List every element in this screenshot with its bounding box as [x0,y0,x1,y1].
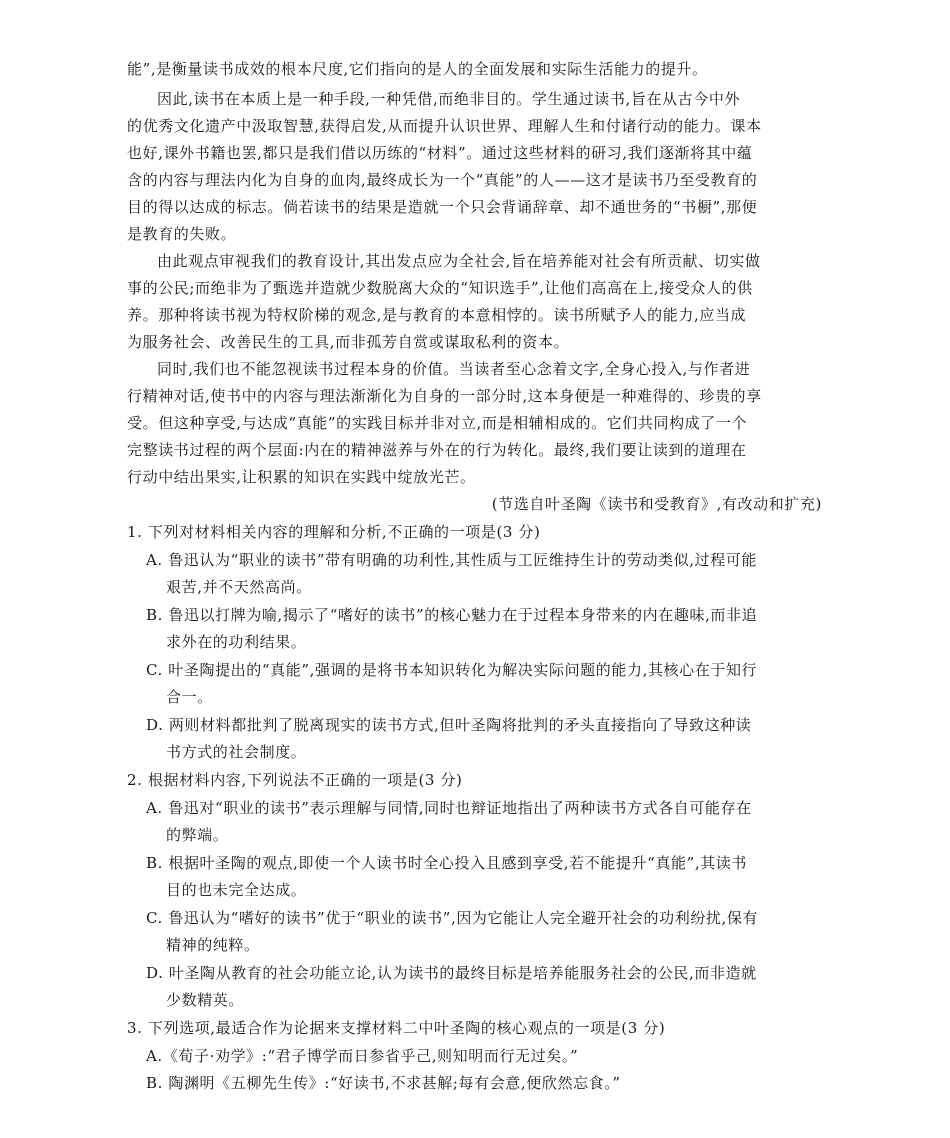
passage-line: 是教育的失败。 [127,225,237,243]
passage-line: 由此观点审视我们的教育设计,其出发点应为全社会,旨在培养能对社会有所贡献、切实做 [157,252,761,270]
option-b-cont: 目的也未完全达成。 [166,881,307,899]
option-d[interactable]: D. 两则材料都批判了脱离现实的读书方式,但叶圣陶将批判的矛头直接指向了导致这种读 [146,716,752,734]
option-b[interactable]: B. 根据叶圣陶的观点,即使一个人读书时全心投入且感到享受,若不能提升“真能”,其读书 [146,854,748,872]
option-c[interactable]: C. 鲁迅认为“嗜好的读书”优于“职业的读书”,因为它能让人完全避开社会的功利纷扰,保有 [146,909,759,927]
passage-line: 含的内容与理法内化为自身的血肉,最终成长为一个“真能”的人——这才是读书乃至受教育的 [127,171,758,189]
option-a[interactable]: A. 鲁迅认为“职业的读书”带有明确的功利性,其性质与工匠维持生计的劳动类似,过程可能 [146,551,758,569]
passage-line: 养。那种将读书视为特权阶梯的观念,是与教育的本意相悖的。读书所赋予人的能力,应当成 [127,306,747,324]
passage-line: 行动中结出果实,让积累的知识在实践中绽放光芒。 [127,468,476,486]
option-d[interactable]: D. 叶圣陶从教育的社会功能立论,认为读书的最终目标是培养能服务社会的公民,而非造就 [146,964,757,982]
passage-line: 事的公民;而绝非为了甄选并造就少数脱离大众的“知识选手”,让他们高高在上,接受众人的供 [127,279,753,297]
option-a[interactable]: A. 鲁迅对“职业的读书”表示理解与同情,同时也辩证地指出了两种读书方式各自可能存在 [146,799,752,817]
passage-line: 目的得以达成的标志。倘若读书的结果是造就一个只会背诵辞章、却不通世务的“书橱”,那便 [127,198,758,216]
option-a[interactable]: A.《荀子·劝学》:“君子博学而日参省乎己,则知明而行无过矣。” [146,1047,579,1065]
option-a-cont: 艰苦,并不天然高尚。 [166,578,312,596]
passage-line: 同时,我们也不能忽视读书过程本身的价值。当读者至心念着文字,全身心投入,与作者进 [157,360,751,378]
passage-line: 受。但这种享受,与达成“真能”的实践目标并非对立,而是相辅相成的。它们共同构成了一个 [127,414,748,432]
passage-line: 能”,是衡量读书成效的根本尺度,它们指向的是人的全面发展和实际生活能力的提升。 [127,60,708,78]
question-stem: 2. 根据材料内容,下列说法不正确的一项是(3 分) [127,771,463,789]
option-b[interactable]: B. 陶渊明《五柳先生传》:“好读书,不求甚解;每有会意,便欣然忘食。” [146,1074,621,1092]
option-c-cont: 精神的纯粹。 [166,936,260,954]
passage-line: 行精神对话,使书中的内容与理法渐渐化为自身的一部分时,这本身便是一种难得的、珍贵的享 [127,387,762,405]
passage-source: (节选自叶圣陶《读书和受教育》,有改动和扩充) [491,495,822,513]
option-d-cont: 少数精英。 [166,991,245,1009]
option-d-cont: 书方式的社会制度。 [166,743,307,761]
option-b-cont: 求外在的功利结果。 [166,633,307,651]
passage-line: 的优秀文化遗产中汲取智慧,获得启发,从而提升认识世界、理解人生和付诸行动的能力。课本 [127,117,762,135]
question-stem: 1. 下列对材料相关内容的理解和分析,不正确的一项是(3 分) [127,523,541,541]
passage-line: 为服务社会、改善民生的工具,而非孤芳自赏或谋取私利的资本。 [127,333,570,351]
option-c[interactable]: C. 叶圣陶提出的“真能”,强调的是将书本知识转化为解决实际问题的能力,其核心在于知行 [146,661,758,679]
passage-line: 也好,课外书籍也罢,都只是我们借以历练的“材料”。通过这些材料的研习,我们逐渐将其中蕴 [127,144,753,162]
passage-line: 因此,读书在本质上是一种手段,一种凭借,而绝非目的。学生通过读书,旨在从古今中外 [157,90,741,108]
question-stem: 3. 下列选项,最适合作为论据来支撑材料二中叶圣陶的核心观点的一项是(3 分) [127,1019,666,1037]
option-c-cont: 合一。 [166,688,213,706]
option-b[interactable]: B. 鲁迅以打牌为喻,揭示了“嗜好的读书”的核心魅力在于过程本身带来的内在趣味,而非追 [146,606,758,624]
option-a-cont: 的弊端。 [166,826,229,844]
passage-line: 完整读书过程的两个层面:内在的精神滋养与外在的行为转化。最终,我们要让读到的道理在 [127,441,747,459]
